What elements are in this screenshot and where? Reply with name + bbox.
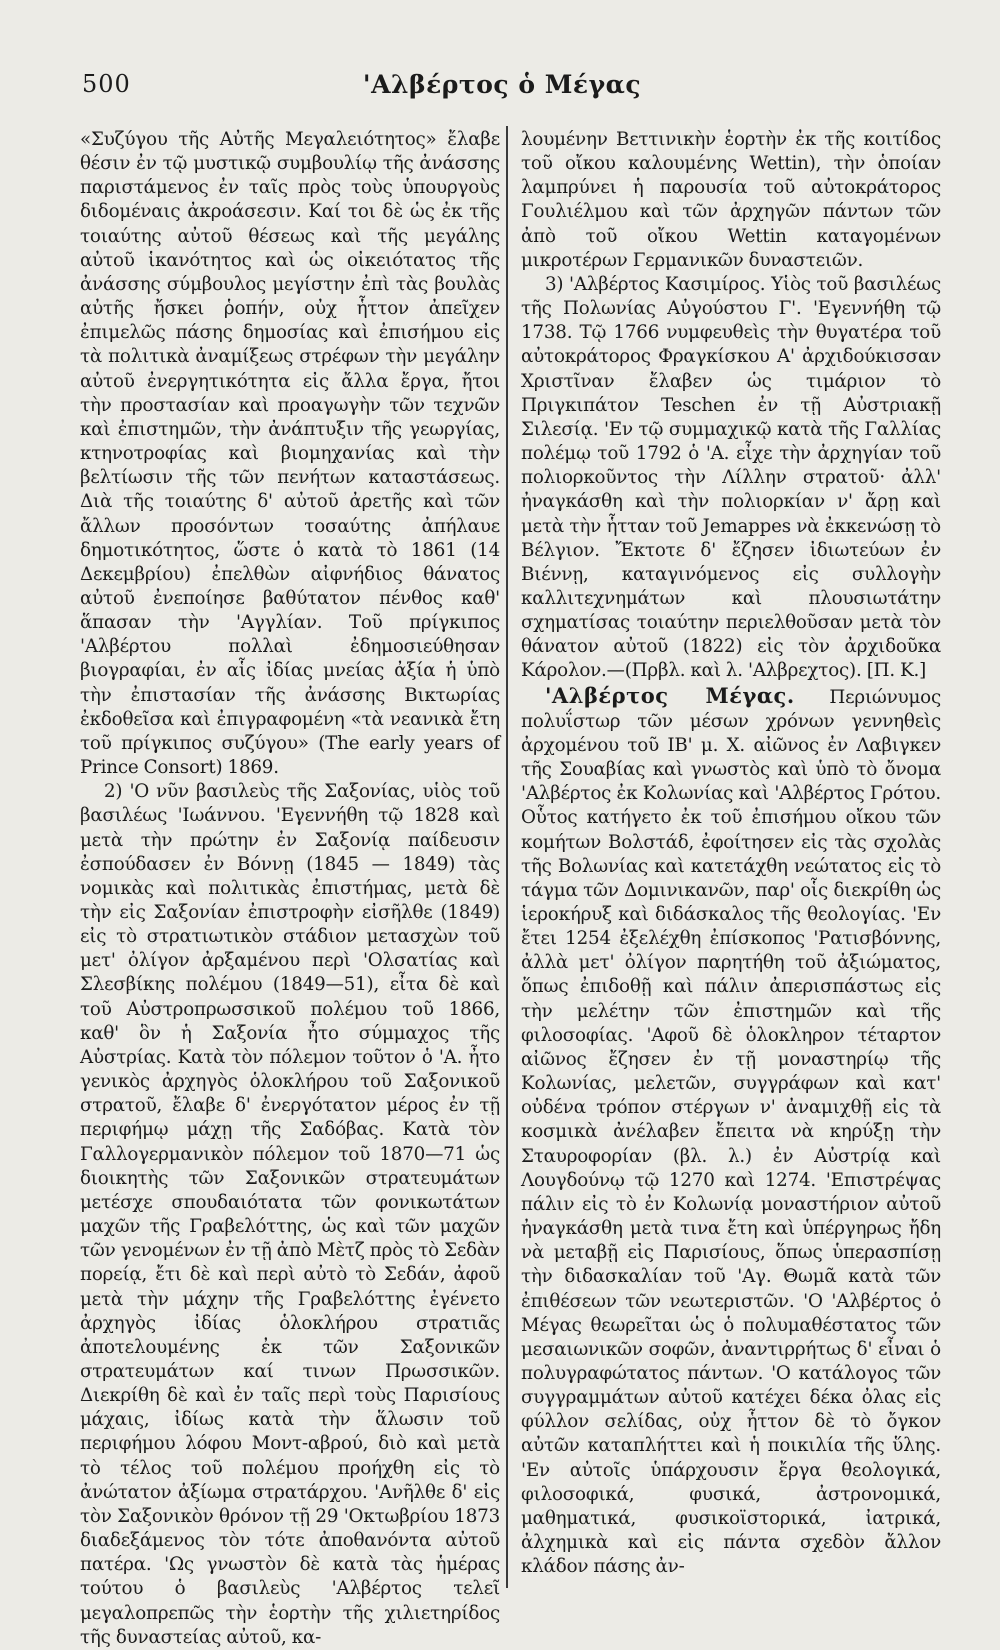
entry-albertus-magnus	[521, 684, 941, 1580]
page-header	[82, 70, 922, 106]
left-column	[80, 128, 500, 1648]
page-number: 500	[82, 70, 131, 98]
running-title: 'Αλβέρτος ὁ Μέγας	[362, 70, 642, 99]
right-paragraph-1: λουμένην Βεττινικὴν ἑορτὴν ἐκ τῆς κοιτίδος τοῦ οἴκου καλουμένης Wettin), τὴν ὁποίαν λαμπρύνει ἡ παρουσία τοῦ αὐτοκράτορος Γουλιέλμου καὶ τῶν ἀρχηγῶν πάντων τῶν ἀπὸ τοῦ οἴκου Wettin καταγομένων μικροτέρων Γερμανικῶν δυναστειῶν.	[521, 129, 941, 271]
left-paragraph-1: «Συζύγου τῆς Αὐτῆς Μεγαλειότητος» ἔλαβε θέσιν ἐν τῷ μυστικῷ συμβουλίῳ τῆς ἀνάσσης παριστάμενος ἐν ταῖς πρὸς τοὺς ὑπουργοὺς διδομέναις ἀκροάσεσιν. Καί τοι δὲ ὡς ἐκ τῆς τοιαύτης αὐτοῦ θέσεως καὶ τῆς μεγάλης αὐτοῦ ἱκανότητος καὶ ὡς οἰκειότατος τῆς ἀνάσσης σύμβουλος μεγίστην ἐπὶ τὰς βουλὰς αὐτῆς ἤσκει ῥοπήν, οὐχ ἧττον ἀπεῖχεν ἐπιμελῶς πάσης δημοσίας καὶ ἐπισήμου εἰς τὰ πολιτικὰ ἀναμίξεως στρέφων τὴν μεγάλην αὐτοῦ ἐνεργητικότητα εἰς ἄλλα ἔργα, ἤτοι τὴν προστασίαν καὶ προαγωγὴν τῶν τεχνῶν καὶ ἐπιστημῶν, τὴν ἀνάπτυξιν τῆς γεωργίας, κτηνοτροφίας καὶ βιομηχανίας καὶ τὴν βελτίωσιν τῆς τῶν πενήτων καταστάσεως. Διὰ τῆς τοιαύτης δ' αὐτοῦ ἀρετῆς καὶ τῶν ἄλλων προσόντων τοσαύτης ἀπήλαυε δημοτικότητος, ὥστε ὁ κατὰ τὸ 1861 (14 Δεκεμβρίου) ἐπελθὼν αἰφνήδιος θάνατος αὐτοῦ ἐνεποίησε βαθύτατον πένθος καθ' ἅπασαν τὴν 'Αγγλίαν. Τοῦ πρίγκιπος 'Αλβέρτου πολλαὶ ἐδημοσιεύθησαν βιογραφίαι, ἐν αἷς ἰδίας μνείας ἀξία ἡ ὑπὸ τὴν ἐπιστασίαν τῆς ἀνάσσης Βικτωρίας ἐκδοθεῖσα καὶ ἐπιγραφομένη «τὰ νεανικὰ ἔτη τοῦ πρίγκιπος συζύγου» (The early years of Prince Consort) 1869.	[80, 129, 500, 779]
entry-body: Περιώνυμος πολυΐστωρ τῶν μέσων χρόνων γεννηθεὶς ἀρχομένου τοῦ ΙΒ' μ. Χ. αἰῶνος ἐν Λαβιγκεν τῆς Σουαβίας καὶ γνωστὸς καὶ ὑπὸ τὸ ὄνομα 'Αλβέρτος ἐκ Κολωνίας καὶ 'Αλβέρτος Γρότου. Οὗτος κατήγετο ἐκ τοῦ ἐπισήμου οἴκου τῶν κομήτων Βολστάδ, ἐφοίτησεν εἰς τὰς σχολὰς τῆς Βολωνίας καὶ κατετάχθη νεώτατος εἰς τὸ τάγμα τῶν Δομινικανῶν, παρ' οἷς διεκρίθη ὡς ἱεροκήρυξ καὶ διδάσκαλος τῆς θεολογίας. 'Εν ἔτει 1254 ἐξελέχθη ἐπίσκοπος 'Ρατισβόννης, ἀλλὰ μετ' ὀλίγον παρητήθη τοῦ ἀξιώματος, ὅπως ἐπιδοθῇ καὶ πάλιν ἀπερισπάστως εἰς τὴν μελέτην τῶν ἐπιστημῶν καὶ τῆς φιλοσοφίας. 'Αφοῦ δὲ ὁλοκληρον τέταρτον αἰῶνος ἔζησεν ἐν τῇ μοναστηρίῳ τῆς Κολωνίας, μελετῶν, συγγράφων καὶ κατ' οὐδένα τρόπον στέργων ν' ἀναμιχθῇ εἰς τὰ κοσμικὰ ἀνέλαβεν ἔπειτα νὰ κηρύξῃ τὴν Σταυροφορίαν (βλ. λ.) ἐν Αὐστρίᾳ καὶ Λουγδούνῳ τῷ 1270 καὶ 1274. 'Επιστρέψας πάλιν εἰς τὸ ἐν Κολωνίᾳ μοναστήριον αὐτοῦ ἠναγκάσθη μετὰ τινα ἔτη καὶ ὑπέργηρως ἤδη νὰ μεταβῇ εἰς Παρισίους, ὅπως ὑπερασπίσῃ τὴν διδασκαλίαν τοῦ 'Αγ. Θωμᾶ κατὰ τῶν ἐπιθέσεων τῶν νεωτεριστῶν. 'Ο 'Αλβέρτος ὁ Μέγας θεωρεῖται ὡς ὁ πολυμαθέστατος τῶν μεσαιωνικῶν σοφῶν, ἀναντιρρήτως δ' εἶναι ὁ πολυγραφώτατος πάντων. 'Ο κατάλογος τῶν συγγραμμάτων αὐτοῦ κατέχει δέκα ὀλας εἰς φύλλον σελίδας, οὐχ ἧττον δὲ τὸ ὄγκον αὐτῶν καταπλήττει καὶ ἡ ποικιλία τῆς ὕλης. 'Εν αὐτοῖς ὑπάρχουσιν ἔργα θεολογικά, φιλοσοφικά, φυσικά, ἀστρονομικά, μαθηματικά, φυσικοϊστορικά, ἰατρικά, ἀλχημικὰ καὶ εἰς πάντα σχεδὸν ἄλλον κλάδον πάσης ἀν-	[521, 686, 941, 1578]
left-paragraph-2: 2) 'Ο νῦν βασιλεὺς τῆς Σαξονίας, υἱὸς τοῦ βασιλέως 'Ιωάννου. 'Εγεννήθη τῷ 1828 καὶ μετὰ τὴν πρώτην ἐν Σαξονίᾳ παίδευσιν ἐσπούδασεν ἐν Βόννῃ (1845 — 1849) τὰς νομικὰς καὶ πολιτικὰς ἐπιστήμας, μετὰ δὲ τὴν εἰς Σαξονίαν ἐπιστροφὴν εἰσῆλθε (1849) εἰς τὸ στρατιωτικὸν στάδιον μετασχὼν τοῦ μετ' ὀλίγον ἀρξαμένου περὶ 'Ολσατίας καὶ Σλεσβίκης πολέμου (1849—51), εἶτα δὲ καὶ τοῦ Αὐστροπρωσσικοῦ πολέμου τοῦ 1866, καθ' ὃν ἡ Σαξονία ἦτο σύμμαχος τῆς Αὐστρίας. Κατὰ τὸν πόλεμον τοῦτον ὁ 'Α. ἦτο γενικὸς ἀρχηγὸς ὁλοκλήρου τοῦ Σαξονικοῦ στρατοῦ, ἔλαβε δ' ἐνεργότατον μέρος ἐν τῇ περιφήμῳ μάχῃ τῆς Σαδόβας. Κατὰ τὸν Γαλλογερμανικὸν πόλεμον τοῦ 1870—71 ὡς διοικητὴς τῶν Σαξονικῶν στρατευμάτων μετέσχε σπουδαιότατα τῶν φονικωτάτων μαχῶν τῆς Γραβελόττης, ὡς καὶ τῶν μαχῶν τῶν γενομένων ἐν τῇ ἀπὸ Μὲτζ πρὸς τὸ Σεδὰν πορείᾳ, ἔτι δὲ καὶ περὶ αὐτὸ τὸ Σεδάν, ἀφοῦ μετὰ τὴν μάχην τῆς Γραβελόττης ἐγένετο ἀρχηγὸς ἰδίας ὁλοκλήρου στρατιᾶς ἀποτελουμένης ἐκ τῶν Σαξονικῶν στρατευμάτων καί τινων Πρωσσικῶν. Διεκρίθη δὲ καὶ ἐν ταῖς περὶ τοὺς Παρισίους μάχαις, ἰδίως κατὰ τὴν ἅλωσιν τοῦ περιφήμου λόφου Μοντ-αβρού, διὸ καὶ μετὰ τὸ τέλος τοῦ πολέμου προήχθη εἰς τὸ ἀνώτατον ἀξίωμα στρατάρχου. 'Ανῆλθε δ' εἰς τὸν Σαξονικὸν θρόνον τῇ 29 'Οκτωβρίου 1873 διαδεξάμενος τὸν τότε ἀποθανόντα αὐτοῦ πατέρα. 'Ως γνωστὸν δὲ κατὰ τὰς ἡμέρας τούτου ὁ βασιλεὺς 'Αλβέρτος τελεῖ μεγαλοπρεπῶς τὴν ἑορτὴν τῆς χιλιετηρίδος τῆς δυναστείας αὐτοῦ, κα-	[80, 781, 500, 1648]
column-divider	[506, 126, 508, 1588]
right-column	[521, 128, 941, 1588]
entry-title: 'Αλβέρτος Μέγας.	[545, 682, 795, 708]
right-paragraph-2: 3) 'Αλβέρτος Κασιμίρος. Υἱὸς τοῦ βασιλέως τῆς Πολωνίας Αὐγούστου Γ'. 'Εγεννήθη τῷ 1738. Τῷ 1766 νυμφευθεὶς τὴν θυγατέρα τοῦ αὐτοκράτορος Φραγκίσκου Α' ἀρχιδούκισσαν Χριστῖναν ἔλαβεν ὡς τιμάριον τὸ Πριγκιπάτον Teschen ἐν τῇ Αὐστριακῇ Σιλεσίᾳ. 'Εν τῷ συμμαχικῷ κατὰ τῆς Γαλλίας πολέμῳ τοῦ 1792 ὁ 'Α. εἶχε τὴν ἀρχηγίαν τοῦ πολιορκοῦντος τὴν Λίλλην στρατοῦ· ἀλλ' ἠναγκάσθη καὶ τὴν πολιορκίαν ν' ἄρῃ καὶ μετὰ τὴν ἧτταν τοῦ Jemappes νὰ ἐκκενώσῃ τὸ Βέλγιον. Ἔκτοτε δ' ἔζησεν ἰδιωτεύων ἐν Βιέννῃ, καταγινόμενος εἰς συλλογὴν καλλιτεχνημάτων καὶ πλουσιωτάτην σχηματίσας τοιαύτην περιελθοῦσαν μετὰ τὸν θάνατον αὐτοῦ (1822) εἰς τὸν ἀρχιδοῦκα Κάρολον.—(Πρβλ. καὶ λ. 'Αλβρεχτος). [Π. Κ.]	[521, 273, 941, 682]
